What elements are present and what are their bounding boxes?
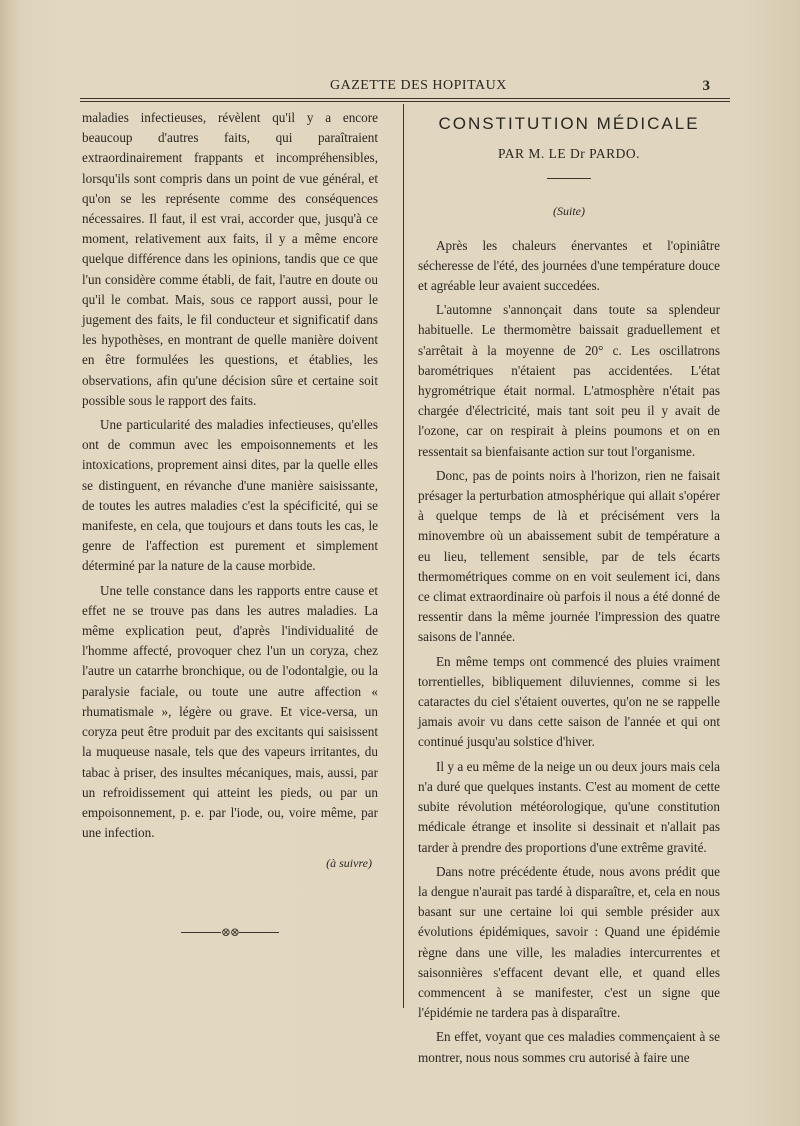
page-header bbox=[80, 78, 730, 96]
right-column bbox=[418, 108, 720, 1072]
header-rule-bottom bbox=[80, 101, 730, 102]
suite-note: (Suite) bbox=[553, 204, 585, 219]
right-paragraph-5: Il y a eu même de la neige un ou deux jours mais cela n'a duré que quelques instants. C'est au moment de cette subite révolution météorologique, qu'une constitution médicale étrange et insolite si dessinait et n'allait pas tarder à prendre des proportions d'une extrême gravité. bbox=[418, 758, 720, 855]
right-paragraph-2: L'automne s'annonçait dans toute sa splendeur habituelle. Le thermomètre baissait graduellement et s'arrêtait à la moyenne de 20° c. Les oscillatrons barométriques n'étaient pas accidentées. L'état hygrométrique était normal. L'atmosphère n'était pas chargée d'électricité, mais tant soit peu il y avait de l'ozone, car on respirait à pleins poumons et on en ressentait sa bienfaisante action sur tout l'organisme. bbox=[418, 302, 720, 459]
left-paragraph-2: Une particularité des maladies infectieuses, qu'elles ont de commun avec les empoisonnements et les intoxications, proprement ainsi dites, par la quelle elles se distinguent, en révanche d'une manière saisissante, de toutes les autres maladies c'est la spécificité, qui se manifeste, en cela, que toujours et dans touts les cas, le genre de l'affection est purement et simplement déterminé par la nature de la cause morbide. bbox=[82, 417, 378, 574]
right-paragraph-3: Donc, pas de points noirs à l'horizon, rien ne faisait présager la perturbation atmosphérique qui allait s'opérer à quelque temps de là et précisément vers la minovembre où un abaissement subit de température a eu lieu, tellement sensible, par de tels écarts thermométriques comme on en voit seulement ici, dans ce climat extraordinaire où parfois il nous a été donné de ressentir dans la même journée l'impression des quatre saisons de l'année. bbox=[418, 467, 720, 645]
continued-note: (à suivre) bbox=[326, 856, 372, 871]
left-paragraph-3: Une telle constance dans les rapports entre cause et effet ne se trouve pas dans les autres maladies. La même explication peut, d'après l'individualité de l'homme affecté, provoquer chez l'un un coryza, chez l'autre un catarrhe bronchique, ou de l'odontalgie, ou la paralysie faciale, ou toute une autre affection « rhumatismale », légère ou grave. Et vice-versa, un coryza peut être produit par des excitants qui saisissent la muqueuse nasale, tels que des vapeurs irritantes, du tabac à priser, des insultes mécaniques, mais, aussi, par un refroidissement qui atteint les pieds, ou par un empoisonnement, p. e. par l'iode, ou, voire même, par une infection. bbox=[82, 582, 378, 841]
right-paragraph-1: Après les chaleurs énervantes et l'opiniâtre sécheresse de l'été, des journées d'une température douce et agréable leur avaient succedées. bbox=[418, 237, 720, 294]
section-ornament: ⊗⊗ bbox=[82, 922, 378, 942]
right-paragraph-7: En effet, voyant que ces maladies commençaient à se montrer, nous nous sommes cru autorisé à faire une bbox=[418, 1029, 720, 1065]
right-paragraph-6: Dans notre précédente étude, nous avons prédit que la dengue n'aurait pas tardé à disparaître, et, cela en nous basant sur une certaine loi qui semble présider aux évolutions épidémiques, savoir : Quand une épidémie règne dans une ville, les maladies intercurrentes et saisonnières s'effacent devant elle, et quand elles commencent à se manifester, c'est un signe que l'épidémie ne tardera pas à disparaître. bbox=[418, 863, 720, 1021]
right-paragraph-4: En même temps ont commencé des pluies vraiment torrentielles, bibliquement diluviennes, comme si les cataractes du ciel s'étaient ouvertes, qu'on ne se rappelle jamais avoir vu dans cette saison de l'année et qui ont continué jusqu'au solstice d'hiver. bbox=[418, 653, 720, 750]
page-number: 3 bbox=[702, 78, 710, 94]
left-column bbox=[82, 108, 378, 942]
journal-title: GAZETTE DES HOPITAUX bbox=[330, 78, 507, 93]
title-separator bbox=[547, 178, 591, 179]
section-title: CONSTITUTION MÉDICALE bbox=[438, 114, 700, 133]
header-rule-top bbox=[80, 98, 730, 99]
left-paragraph-1: maladies infectieuses, révèlent qu'il y a encore beaucoup d'autres faits, qui paraîtraient extraordinairement frappants et incompréhensibles, lorsqu'ils sont compris dans un point de vue général, et qu'on se les représente comme des conséquences nécessaires. Il faut, il est vrai, accorder que, jusqu'à ce moment, relativement aux faits, il y a même encore quelque différence dans les opinions, tandis que ce que l'un considère comme établi, de fait, l'autre en doute ou qu'il le combat. Mais, sous ce rapport aussi, pour le jugement des faits, le fil conducteur et significatif dans les hypothèses, en montrant de quelle manière doivent en être formulées les questions, et établies, les observations, afin qu'une décision sûre et certaine soit possible sous le rapport des faits. bbox=[82, 110, 378, 408]
author-byline: PAR M. LE Dr PARDO. bbox=[497, 146, 641, 162]
column-divider bbox=[403, 104, 404, 1008]
